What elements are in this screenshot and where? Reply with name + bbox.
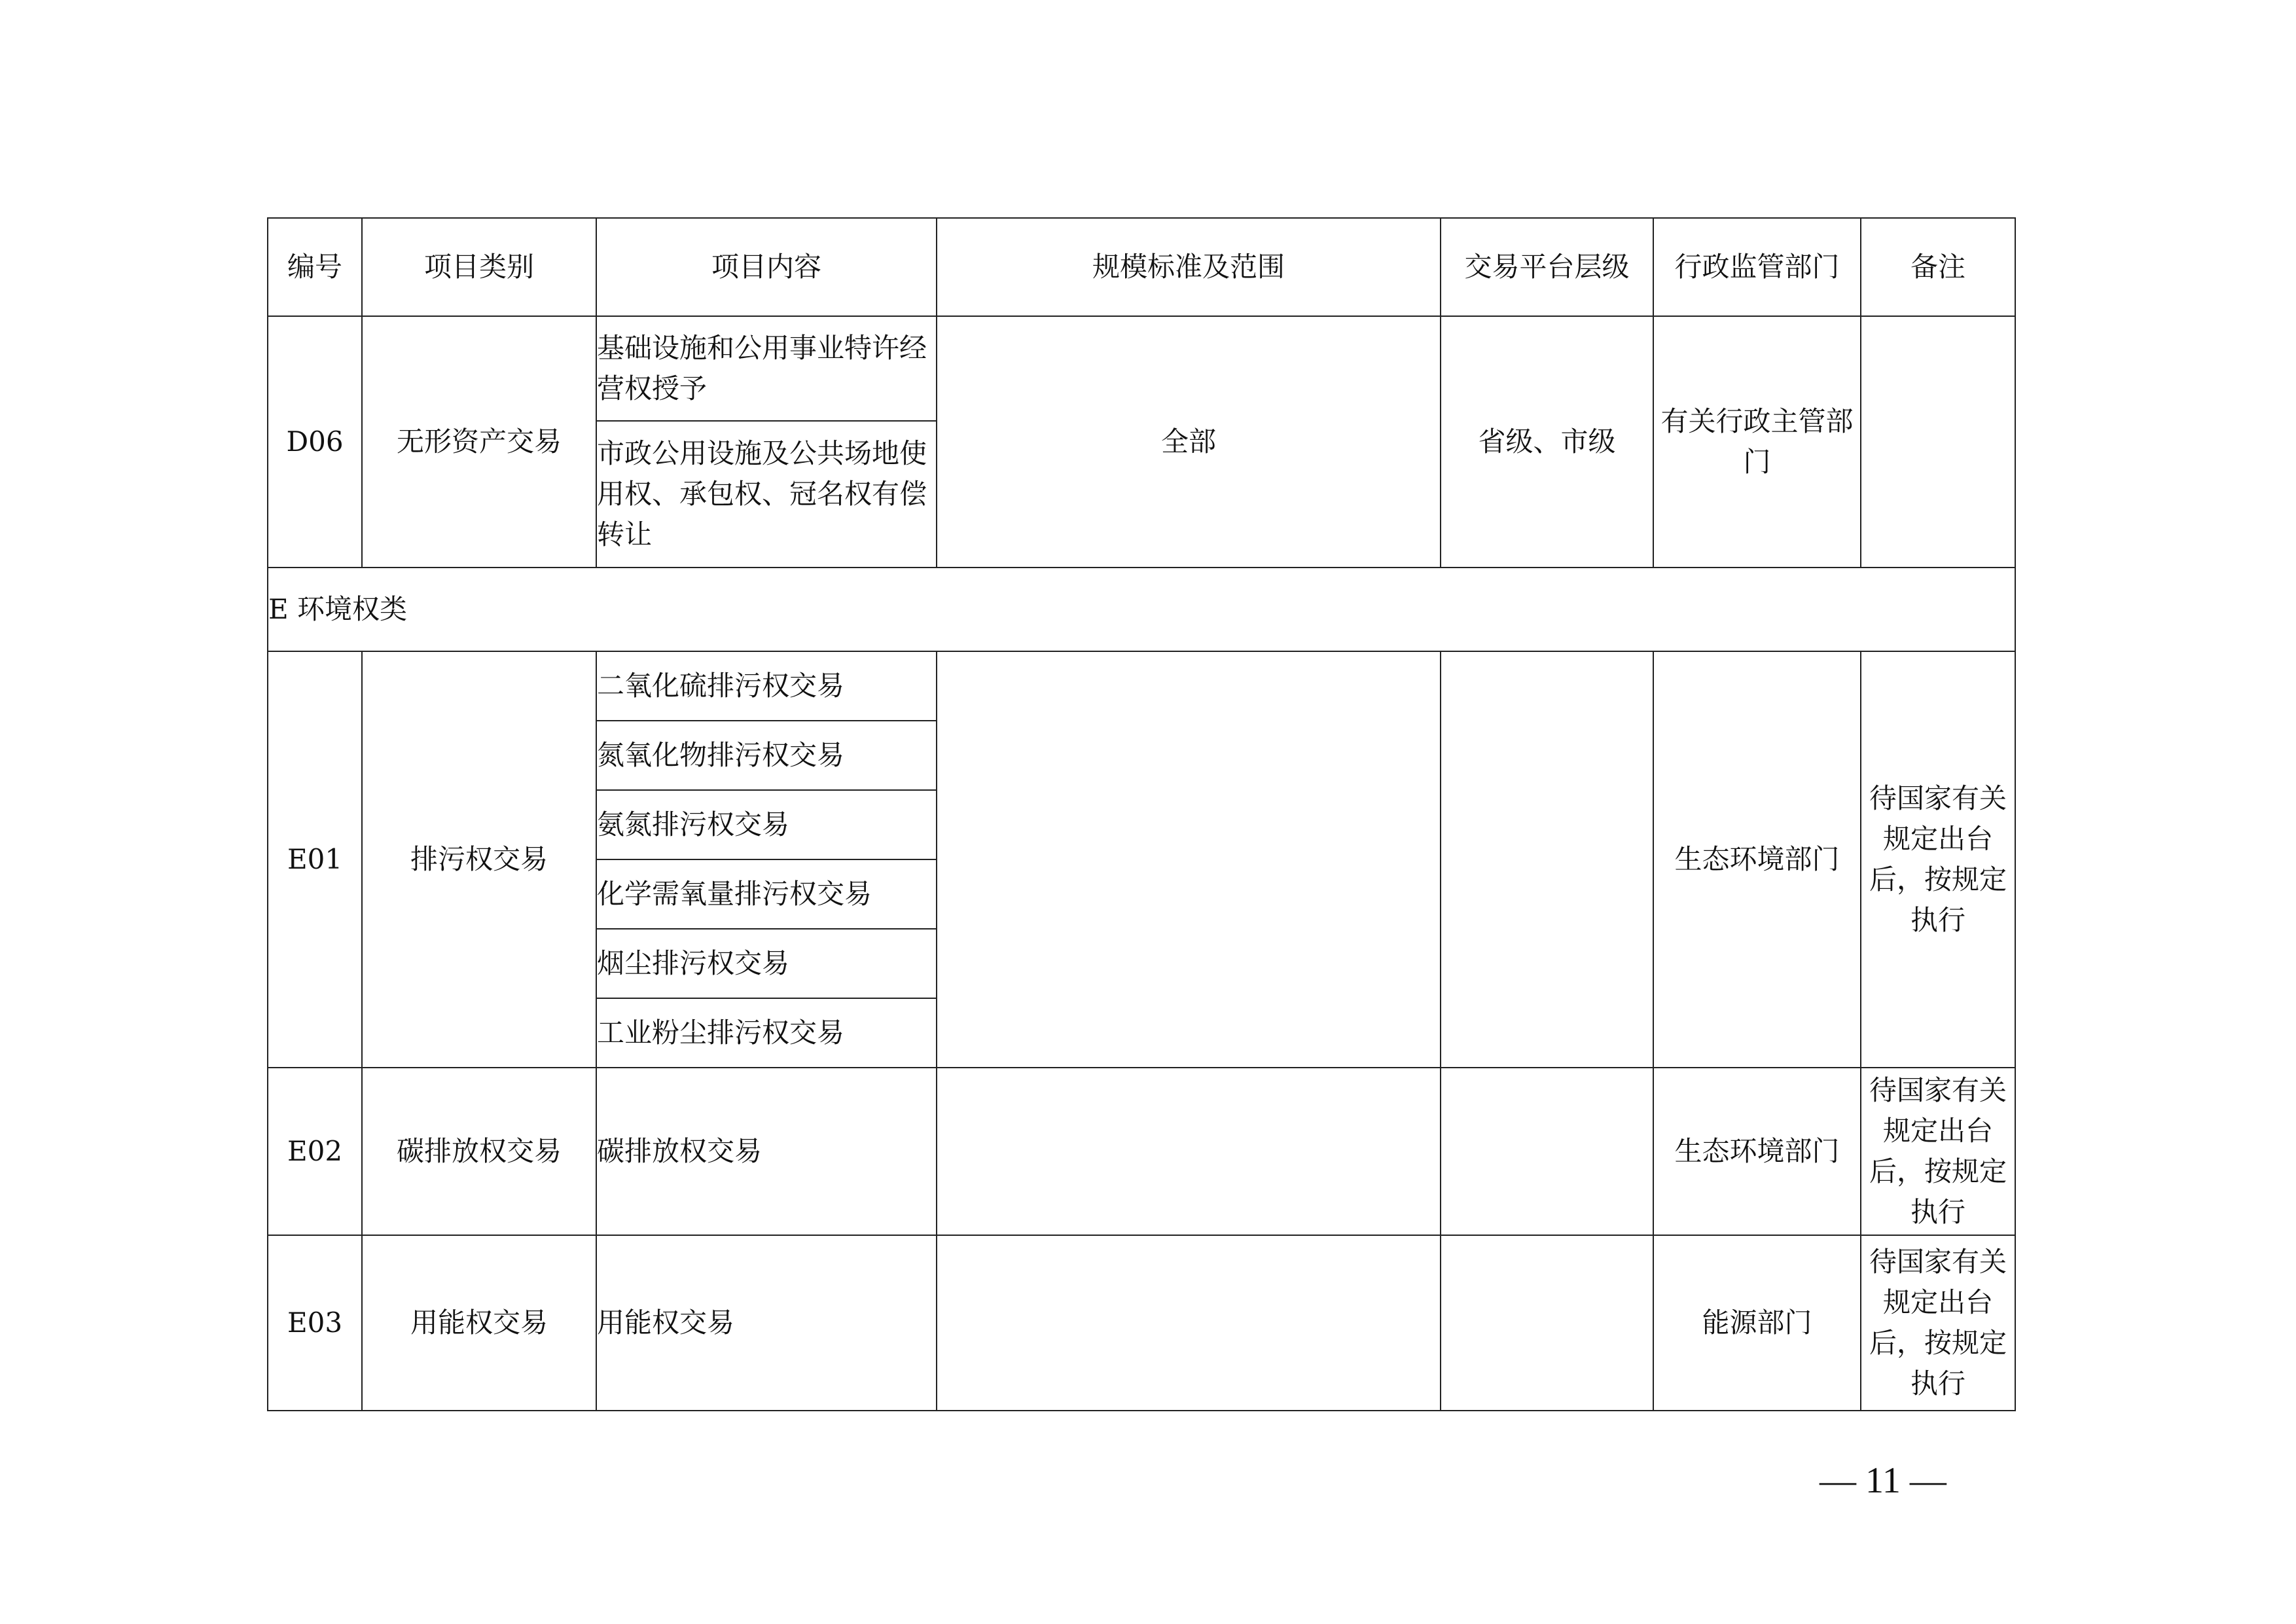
row-platform — [1441, 651, 1653, 1068]
table-row — [268, 651, 2015, 721]
row-scope: 全部 — [937, 316, 1441, 568]
row-content-item: 工业粉尘排污权交易 — [596, 998, 937, 1068]
table-row — [268, 1235, 2015, 1411]
header-category: 项目类别 — [362, 218, 596, 316]
section-title: E 环境权类 — [268, 568, 2015, 651]
row-content-item: 碳排放权交易 — [596, 1068, 937, 1235]
row-platform — [1441, 1068, 1653, 1235]
row-note: 待国家有关规定出台后，按规定执行 — [1861, 1068, 2015, 1235]
header-row — [268, 218, 2015, 316]
section-row — [268, 568, 2015, 651]
row-dept: 能源部门 — [1653, 1235, 1861, 1411]
row-scope — [937, 651, 1441, 1068]
header-note: 备注 — [1861, 218, 2015, 316]
header-platform: 交易平台层级 — [1441, 218, 1653, 316]
row-content-item: 用能权交易 — [596, 1235, 937, 1411]
row-code: E01 — [268, 651, 362, 1068]
header-dept: 行政监管部门 — [1653, 218, 1861, 316]
row-content-item: 基础设施和公用事业特许经营权授予 — [596, 316, 937, 421]
trading-catalog-table — [267, 217, 2016, 1411]
row-content-item: 二氧化硫排污权交易 — [596, 651, 937, 721]
row-category: 碳排放权交易 — [362, 1068, 596, 1235]
row-content-item: 氮氧化物排污权交易 — [596, 721, 937, 790]
table-row — [268, 1068, 2015, 1235]
row-category: 无形资产交易 — [362, 316, 596, 568]
row-code: E02 — [268, 1068, 362, 1235]
row-code: E03 — [268, 1235, 362, 1411]
page-number: — 11 — — [1820, 1460, 1946, 1501]
row-scope — [937, 1235, 1441, 1411]
row-code: D06 — [268, 316, 362, 568]
row-platform — [1441, 1235, 1653, 1411]
row-dept: 生态环境部门 — [1653, 1068, 1861, 1235]
header-scope: 规模标准及范围 — [937, 218, 1441, 316]
row-dept: 生态环境部门 — [1653, 651, 1861, 1068]
row-category: 排污权交易 — [362, 651, 596, 1068]
row-content-item: 烟尘排污权交易 — [596, 929, 937, 998]
row-category: 用能权交易 — [362, 1235, 596, 1411]
header-content: 项目内容 — [596, 218, 937, 316]
row-note: 待国家有关规定出台后，按规定执行 — [1861, 651, 2015, 1068]
row-note: 待国家有关规定出台后，按规定执行 — [1861, 1235, 2015, 1411]
row-dept: 有关行政主管部门 — [1653, 316, 1861, 568]
row-content-item: 氨氮排污权交易 — [596, 790, 937, 859]
row-platform: 省级、市级 — [1441, 316, 1653, 568]
header-code: 编号 — [268, 218, 362, 316]
row-scope — [937, 1068, 1441, 1235]
table-row — [268, 316, 2015, 421]
row-note — [1861, 316, 2015, 568]
row-content-item: 市政公用设施及公共场地使用权、承包权、冠名权有偿转让 — [596, 421, 937, 568]
row-content-item: 化学需氧量排污权交易 — [596, 859, 937, 929]
